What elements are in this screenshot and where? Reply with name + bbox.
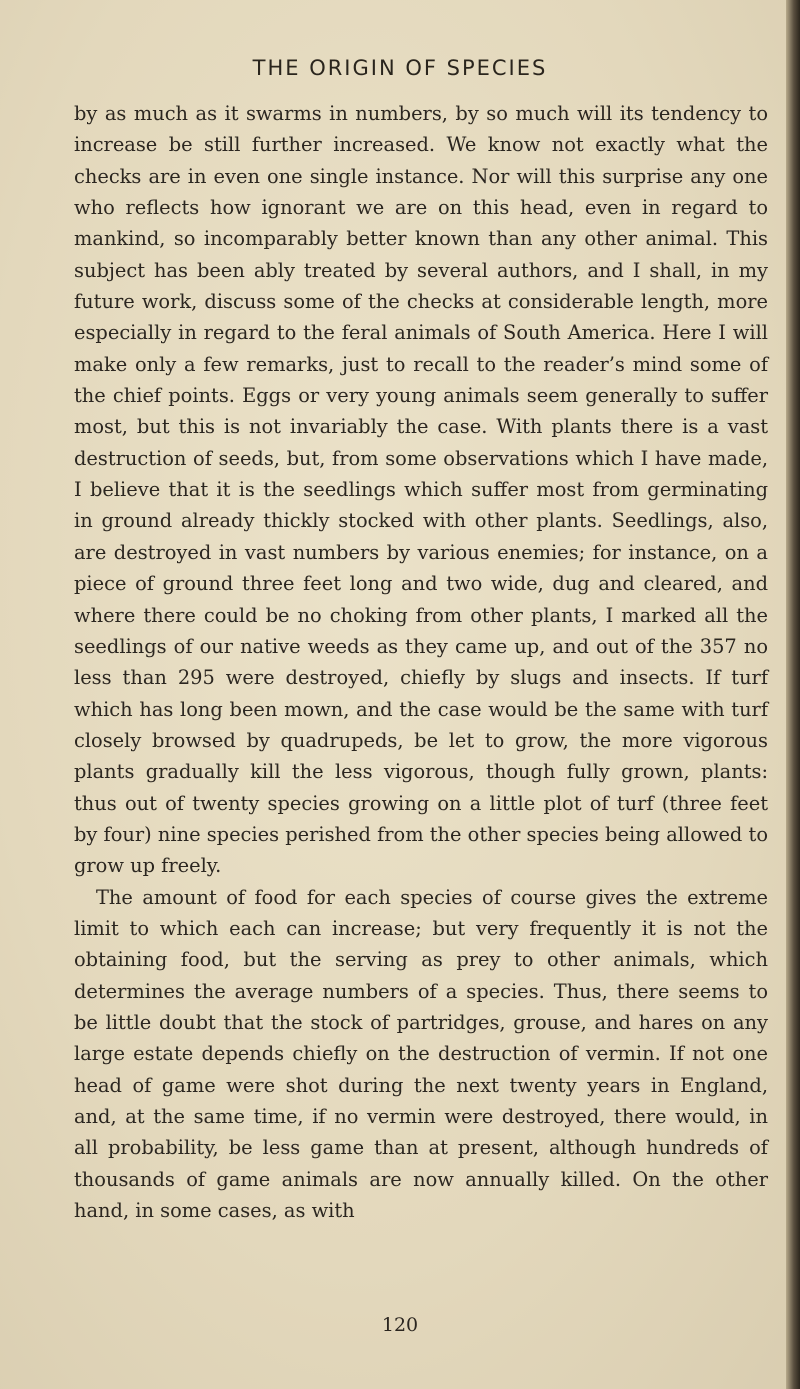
page-number: 120 xyxy=(381,1314,419,1336)
page-body xyxy=(74,98,768,1226)
page-edge-shadow xyxy=(786,0,800,1389)
paragraph: The amount of food for each species of course gives the extreme limit to which each can increase; but very frequently it is not the obtaining food, but the serving as prey to other animals, which determines the average numbers of a species. Thus, there seems to be little doubt that the stock of partridges, grouse, and hares on any large estate depends chiefly on the destruction of vermin. If not one head of game were shot during the next twenty years in England, and, at the same time, if no vermin were destroyed, there would, in all probability, be less game than at present, although hundreds of thousands of game animals are now annually killed. On the other hand, in some cases, as with xyxy=(74,885,768,1223)
paragraph: by as much as it swarms in numbers, by so much will its tendency to increase be still further increased. We know not exactly what the checks are in even one single instance. Nor will this surprise any one who reflects how ignorant we are on this head, even in regard to mankind, so incomparably better known than any other animal. This subject has been ably treated by several authors, and I shall, in my future work, discuss some of the checks at considerable length, more especially in regard to the feral animals of South America. Here I will make only a few remarks, just to recall to the reader’s mind some of the chief points. Eggs or very young animals seem generally to suffer most, but this is not invariably the case. With plants there is a vast destruction of seeds, but, from some observations which I have made, I believe that it is the seedlings which suffer most from germinating in ground already thickly stocked with other plants. Seedlings, also, are destroyed in vast numbers by various enemies; for instance, on a piece of ground three feet long and two wide, dug and cleared, and where there could be no choking from other plants, I marked all the seedlings of our native weeds as they came up, and out of the 357 no less than 295 were destroyed, chiefly by slugs and insects. If turf which has long been mown, and the case would be the same with turf closely browsed by quadrupeds, be let to grow, the more vigorous plants gradually kill the less vigorous, though fully grown, plants: thus out of twenty species growing on a little plot of turf (three feet by four) nine species perished from the other species being allowed to grow up freely. xyxy=(74,102,768,878)
running-head: THE ORIGIN OF SPECIES xyxy=(252,56,548,80)
